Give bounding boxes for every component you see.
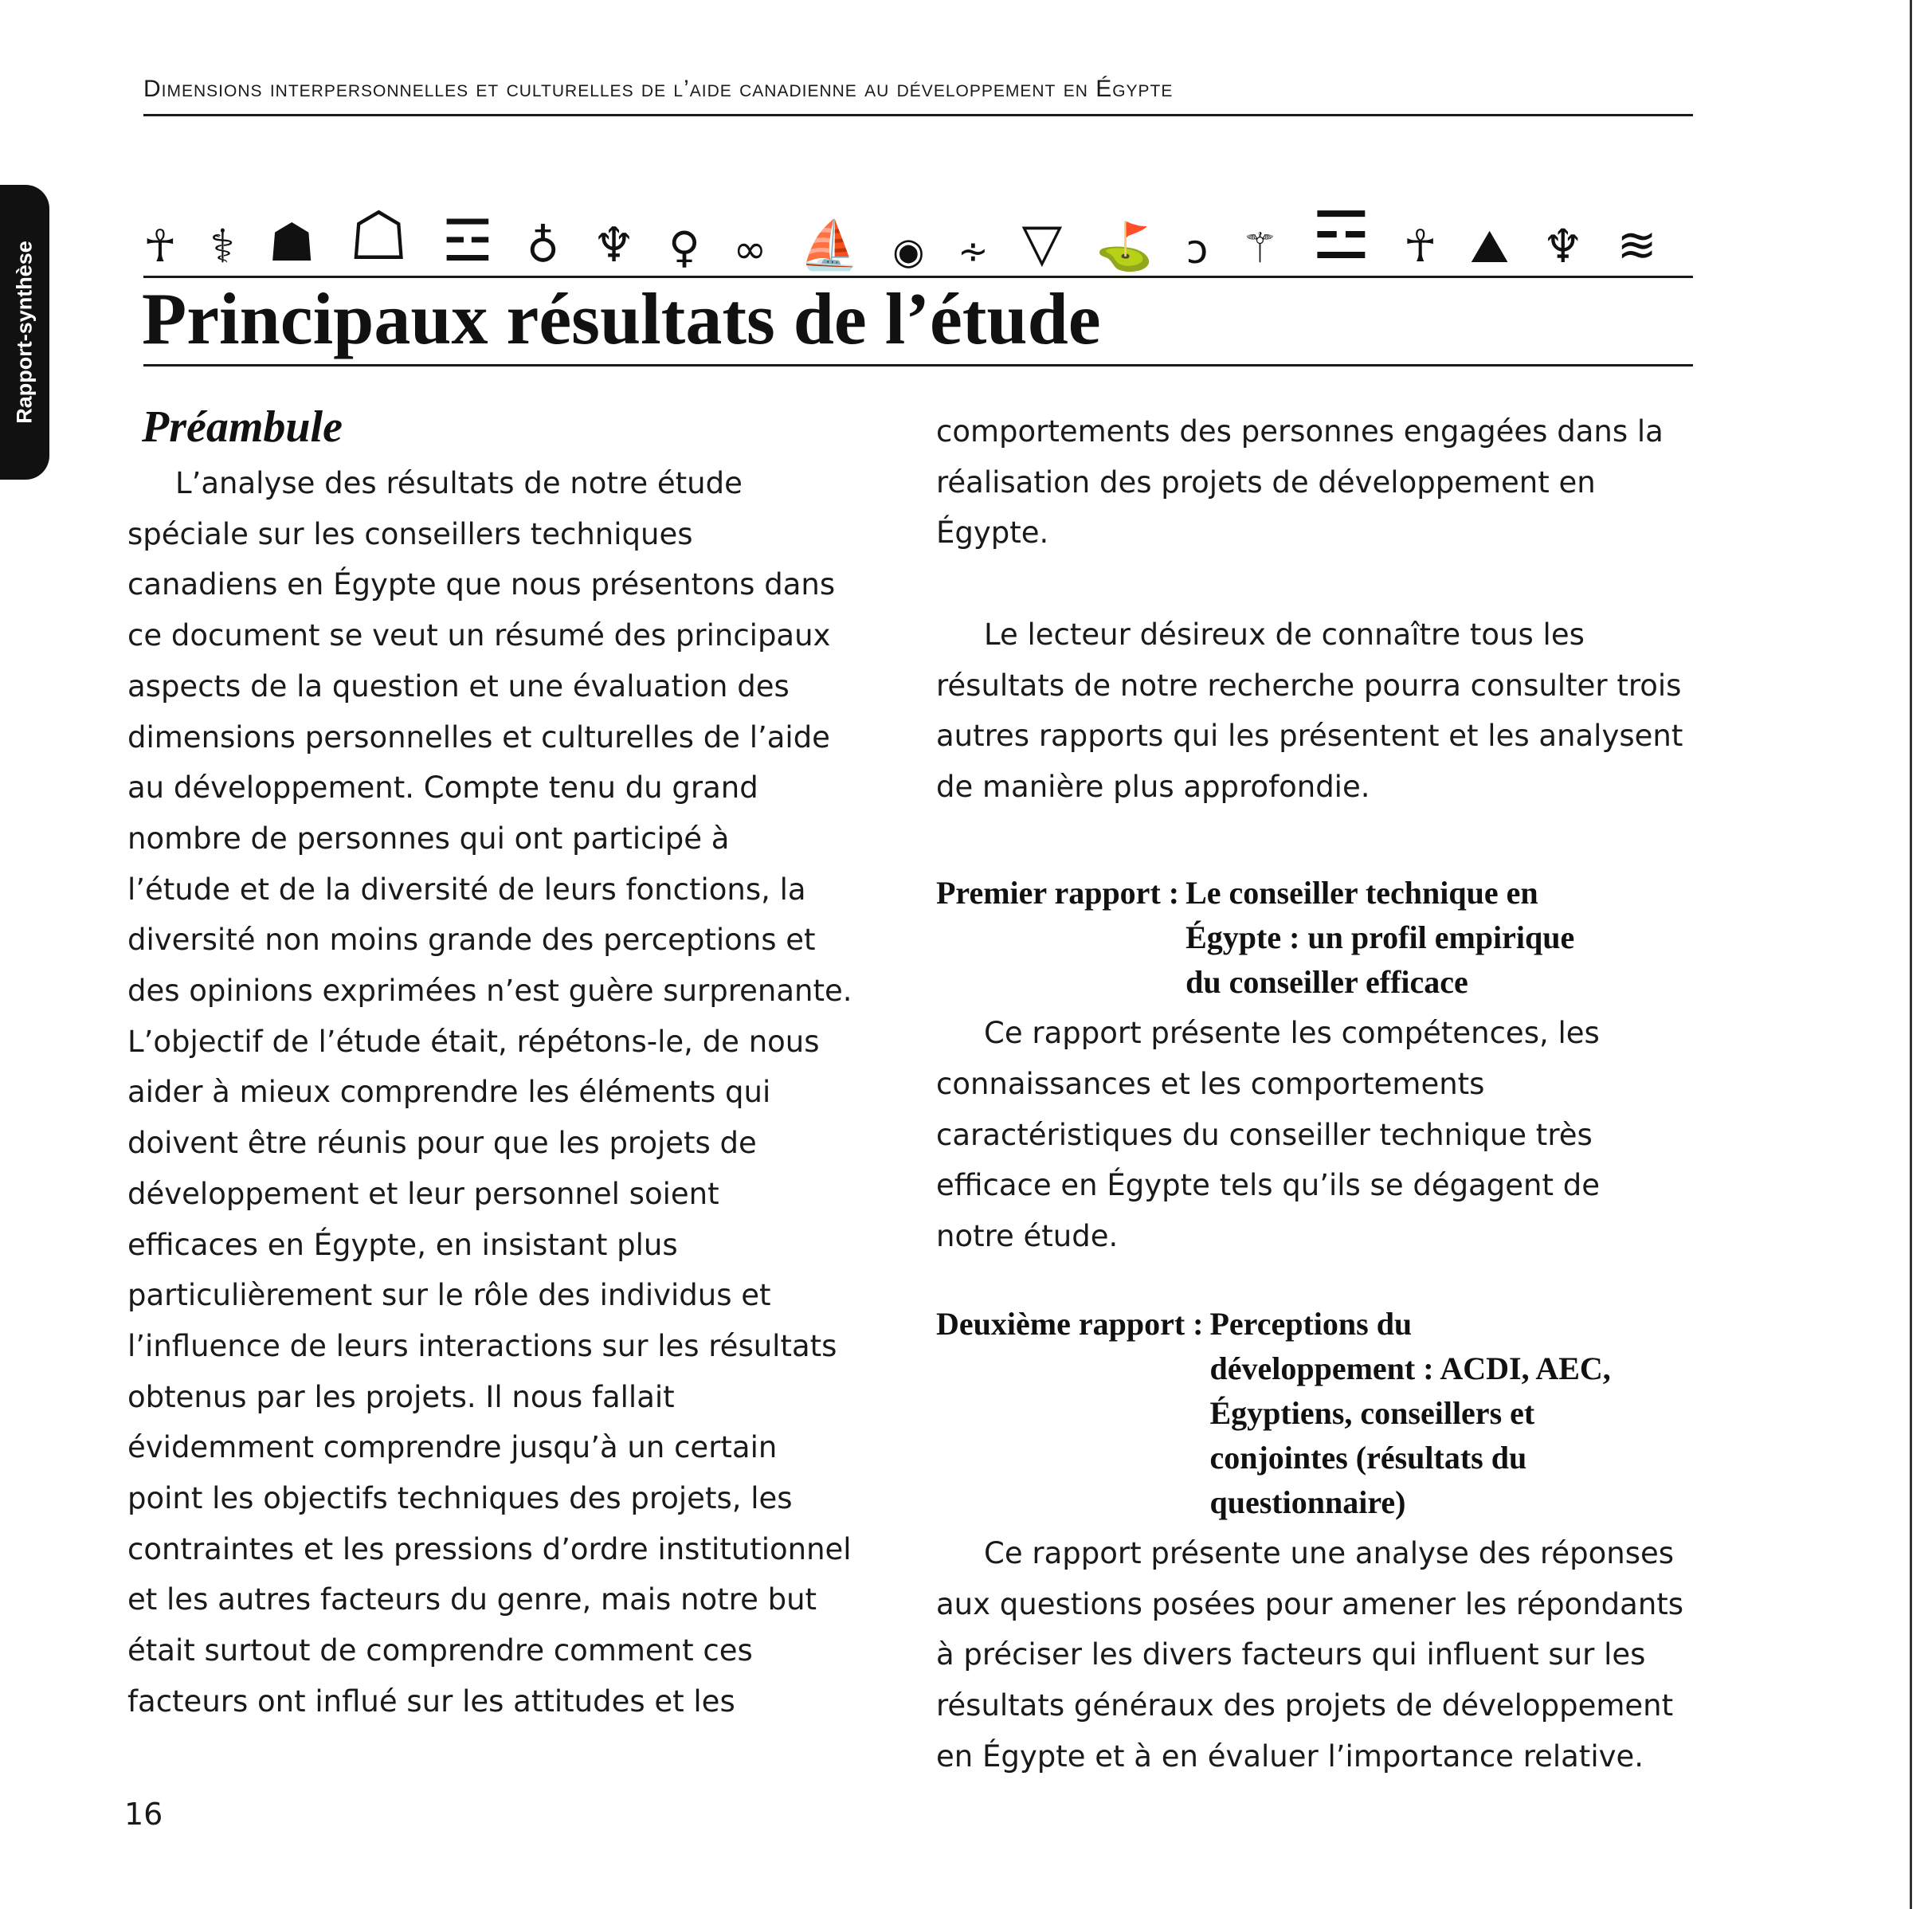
preamble-line: l’influence de leurs interactions sur les résultats bbox=[127, 1328, 837, 1363]
hieroglyph-icon: ◉ bbox=[892, 229, 925, 272]
report-2-body-line: Ce rapport présente une analyse des réponses bbox=[984, 1535, 1675, 1570]
report-2-title-line: questionnaire) bbox=[1209, 1484, 1406, 1520]
continuation-line: comportements des personnes engagées dans la bbox=[936, 414, 1664, 449]
report-1-title-line: Le conseiller technique en bbox=[1185, 875, 1538, 911]
hieroglyph-icon: ⛰ bbox=[1470, 219, 1509, 273]
report-2-body-line: résultats généraux des projets de développement bbox=[936, 1688, 1674, 1723]
preamble-line: L’objectif de l’étude était, répétons-le, de nous bbox=[127, 1024, 820, 1059]
hieroglyph-icon: ☲ bbox=[1311, 198, 1370, 274]
hieroglyph-icon: ⚕ bbox=[210, 219, 235, 273]
page-title: Principaux résultats de l’étude bbox=[142, 278, 1101, 359]
hieroglyph-icon: ♆ bbox=[1542, 219, 1584, 273]
preamble-line: l’étude et de la diversité de leurs fonctions, la bbox=[127, 872, 806, 907]
hieroglyph-icon: ♀ bbox=[668, 222, 700, 272]
report-1-title-line: Égypte : un profil empirique bbox=[1185, 919, 1575, 956]
hieroglyph-icon: ≋ bbox=[1617, 218, 1657, 273]
title-bottom-rule bbox=[143, 364, 1693, 367]
hieroglyph-icon: ⛵ bbox=[799, 218, 860, 273]
preamble-heading: Préambule bbox=[142, 402, 343, 452]
hieroglyph-icon: ▽ bbox=[1021, 212, 1063, 273]
page-number: 16 bbox=[124, 1797, 163, 1832]
report-2-body-line: à préciser les divers facteurs qui influent sur les bbox=[936, 1637, 1646, 1672]
intro-line: de manière plus approfondie. bbox=[936, 769, 1370, 804]
report-2-title-line: conjointes (résultats du bbox=[1209, 1439, 1527, 1476]
hieroglyph-icon: ♁ bbox=[526, 221, 559, 272]
hieroglyph-icon: ☥ bbox=[143, 221, 177, 272]
preamble-line: nombre de personnes qui ont participé à bbox=[127, 821, 730, 856]
report-2-title-line: Égyptiens, conseillers et bbox=[1209, 1394, 1535, 1431]
preamble-line: aider à mieux comprendre les éléments qui bbox=[127, 1075, 771, 1110]
preamble-line: évidemment comprendre jusqu’à un certain bbox=[127, 1430, 778, 1465]
report-1-title-line: du conseiller efficace bbox=[1185, 964, 1468, 1001]
report-2-body-line: en Égypte et à en évaluer l’importance relative. bbox=[936, 1738, 1644, 1774]
preamble-line: dimensions personnelles et culturelles de l’aide bbox=[127, 719, 830, 755]
preamble-line: spéciale sur les conseillers techniques bbox=[127, 516, 693, 551]
left-column bbox=[127, 458, 908, 1727]
report-2-title-line: Perceptions du bbox=[1209, 1305, 1413, 1342]
hieroglyph-icon: ∻ bbox=[958, 229, 989, 272]
report-1-body-line: notre étude. bbox=[936, 1219, 1119, 1254]
report-1-label: Premier rapport : bbox=[936, 875, 1180, 911]
paragraph-gap bbox=[936, 813, 1733, 864]
report-1-body-line: efficace en Égypte tels qu’ils se dégagent de bbox=[936, 1168, 1600, 1203]
preamble-line: doivent être réunis pour que les projets de bbox=[127, 1126, 757, 1161]
hieroglyph-icon: ☗ bbox=[268, 212, 315, 273]
right-column bbox=[936, 406, 1733, 1782]
preamble-line: développement et leur personnel soient bbox=[127, 1176, 719, 1211]
report-1-body-line: connaissances et les comportements bbox=[936, 1067, 1485, 1101]
report-2-title-line: développement : ACDI, AEC, bbox=[1209, 1350, 1611, 1386]
hieroglyph-band bbox=[143, 182, 1657, 275]
intro-line: résultats de notre recherche pourra consulter trois bbox=[936, 668, 1682, 703]
continuation-line: réalisation des projets de développement en bbox=[936, 465, 1596, 500]
report-1-body-line: Ce rapport présente les compétences, les bbox=[984, 1016, 1600, 1051]
paragraph-gap bbox=[936, 1262, 1733, 1294]
side-tab-label: Rapport-synthèse bbox=[12, 241, 37, 424]
preamble-line: L’analyse des résultats de notre étude bbox=[175, 466, 743, 500]
report-2-label: Deuxième rapport : bbox=[936, 1305, 1204, 1342]
preamble-line: canadiens en Égypte que nous présentons dans bbox=[127, 567, 836, 602]
hieroglyph-icon: ↄ bbox=[1185, 226, 1209, 272]
intro-line: Le lecteur désireux de connaître tous les bbox=[984, 617, 1585, 652]
running-header: Dimensions interpersonnelles et culturelles de l’aide canadienne au développement en Égypte bbox=[143, 76, 1174, 102]
header-rule bbox=[143, 114, 1693, 116]
intro-line: autres rapports qui les présentent et les analysent bbox=[936, 719, 1683, 754]
hieroglyph-icon: ☖ bbox=[348, 197, 409, 275]
page-edge-line bbox=[1910, 0, 1912, 1909]
preamble-line: efficaces en Égypte, en insistant plus bbox=[127, 1227, 678, 1262]
preamble-line: contraintes et les pressions d’ordre institutionnel bbox=[127, 1531, 852, 1566]
hieroglyph-icon: ⛳ bbox=[1095, 219, 1154, 273]
preamble-line: obtenus par les projets. Il nous fallait bbox=[127, 1379, 675, 1414]
preamble-line: facteurs ont influé sur les attitudes et les bbox=[127, 1684, 735, 1719]
continuation-line: Égypte. bbox=[936, 515, 1049, 551]
hieroglyph-icon: ♆ bbox=[592, 218, 636, 273]
report-1-heading bbox=[936, 871, 1733, 1005]
preamble-line: particulièrement sur le rôle des individus et bbox=[127, 1278, 771, 1313]
preamble-line: ce document se veut un résumé des principaux bbox=[127, 618, 831, 653]
preamble-line: diversité non moins grande des perceptions et bbox=[127, 923, 816, 958]
preamble-line: était surtout de comprendre comment ces bbox=[127, 1633, 753, 1668]
report-2-title bbox=[1203, 1302, 1733, 1525]
hieroglyph-icon: ∞ bbox=[733, 226, 767, 272]
report-1-body-line: caractéristiques du conseiller technique très bbox=[936, 1117, 1593, 1152]
preamble-line: point les objectifs techniques des projets, les bbox=[127, 1481, 793, 1516]
side-tab bbox=[0, 185, 49, 480]
hieroglyph-icon: ⚚ bbox=[1241, 225, 1279, 272]
hieroglyph-icon: ☥ bbox=[1403, 221, 1437, 272]
report-1-title bbox=[1179, 871, 1733, 1005]
report-2-body-line: aux questions posées pour amener les répondants bbox=[936, 1586, 1684, 1621]
preamble-line: des opinions exprimées n’est guère surprenante. bbox=[127, 974, 852, 1009]
preamble-line: au développement. Compte tenu du grand bbox=[127, 770, 758, 806]
preamble-line: aspects de la question et une évaluation des bbox=[127, 668, 790, 704]
report-2-heading bbox=[936, 1302, 1733, 1525]
preamble-line: et les autres facteurs du genre, mais notre but bbox=[127, 1582, 817, 1617]
hieroglyph-icon: ☲ bbox=[441, 207, 494, 274]
paragraph-gap bbox=[936, 559, 1733, 610]
